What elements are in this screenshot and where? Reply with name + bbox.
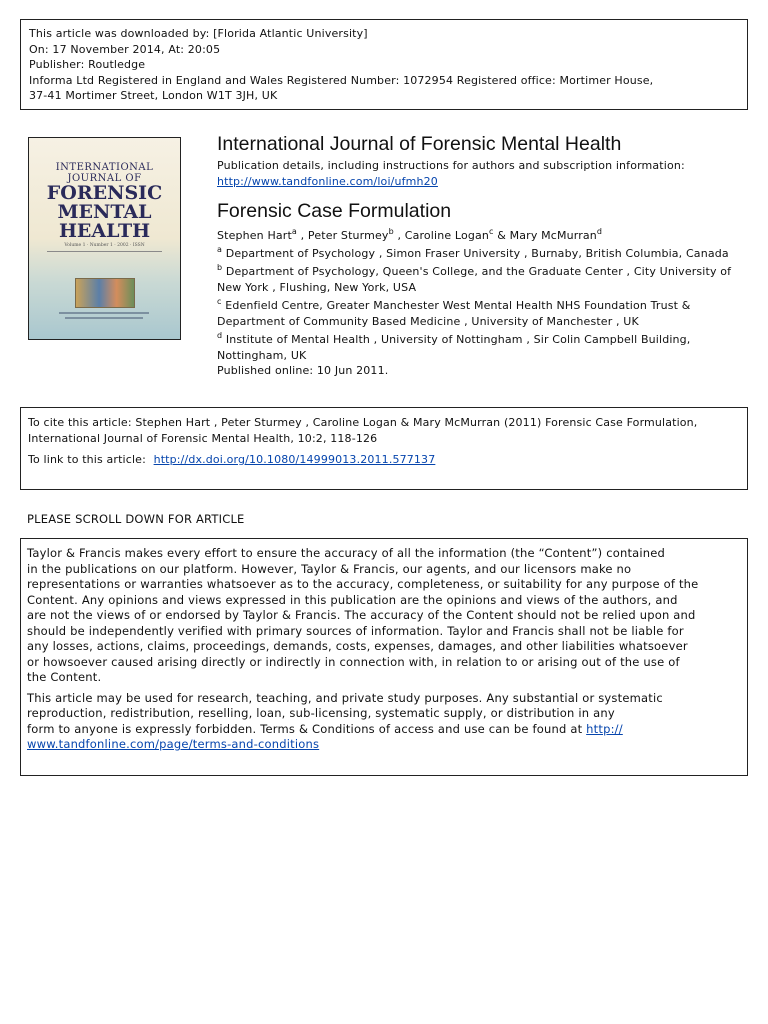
cover-word-forensic: FORENSIC [46,182,163,204]
disclaimer-paragraph-1 [27,546,741,686]
journal-cover-image [28,137,181,340]
publication-details [217,158,685,189]
disclaimer-box [20,538,748,776]
cover-word-journal-of: JOURNAL OF [67,173,142,184]
cite-line-2: International Journal of Forensic Mental Health, 10:2, 118-126 [28,431,378,445]
cover-divider [47,251,162,252]
disclaimer-line: reproduction, redistribution, reselling, loan, sub-licensing, systematic supply, or distribution in any [27,706,615,720]
journal-title: International Journal of Forensic Mental Health [217,133,622,155]
disclaimer-line: the Content. [27,670,102,684]
author-separator: , [393,229,405,242]
disclaimer-line: Taylor & Francis makes every effort to ensure the accuracy of all the information (the “Content”) contained [27,546,666,560]
citation-box [20,407,748,490]
journal-url-link[interactable]: http://www.tandfonline.com/loi/ufmh20 [217,174,438,188]
terms-text: form to anyone is expressly forbidden. Terms & Conditions of access and use can be found at [27,721,587,736]
disclaimer-line: should be independently verified with primary sources of information. Taylor and Francis shall not be liable for [27,623,684,638]
disclaimer-line: in the publications on our platform. However, Taylor & Francis, our agents, and our licensors make no [27,561,632,576]
author-sup: b [388,227,394,236]
scroll-notice: PLEASE SCROLL DOWN FOR ARTICLE [27,512,245,526]
disclaimer-line: are not the views of or endorsed by Taylor & Francis. The accuracy of the Content should not be relied upon and [27,608,696,622]
cite-line-1: To cite this article: Stephen Hart , Peter Sturmey , Caroline Logan & Mary McMurran (2011) Forensic Case Formulation, [28,416,698,429]
terms-link-part1[interactable]: http:// [586,721,623,736]
cover-caption [65,317,143,319]
disclaimer-line: This article may be used for research, teaching, and private study purposes. Any substantial or systematic [27,690,663,705]
cover-word-mental: MENTAL [57,201,152,223]
author-separator: , [296,229,308,242]
affiliation-text: Department of Psychology, Queen's College, and the Graduate Center , City University of [225,265,732,278]
author-sup: d [596,227,603,236]
affiliation-sup: b [217,263,223,272]
affiliation-b [217,264,737,280]
affiliation-text: Department of Psychology , Simon Fraser University , Burnaby, British Columbia, Canada [225,246,729,260]
disclaimer-line [27,737,741,753]
cover-word-international: INTERNATIONAL [55,162,154,173]
disclaimer-line [27,722,741,738]
publisher: Publisher: Routledge [29,58,146,71]
disclaimer-line: Content. Any opinions and views expressed in this publication are the opinions and views of the authors, and [27,592,678,607]
doi-link[interactable]: http://dx.doi.org/10.1080/14999013.2011.577137 [153,453,436,466]
affiliation-c-cont: Department of Community Based Medicine , University of Manchester , UK [217,314,639,328]
affiliation-a [217,246,737,262]
author-name: Peter Sturmey [307,229,389,242]
registered-address: 37-41 Mortimer Street, London W1T 3JH, UK [29,89,278,102]
disclaimer-line: any losses, actions, claims, proceedings, demands, costs, expenses, damages, and other liabilities whatsoever [27,639,688,653]
affiliation-b-cont: New York , Flushing, New York, USA [217,280,417,294]
doi-label: To link to this article: [28,453,150,466]
affiliation-c [217,298,737,314]
affiliation-text: Edenfield Centre, Greater Manchester West Mental Health NHS Foundation Trust & [225,299,691,312]
disclaimer-paragraph-2 [27,691,741,753]
downloaded-by: This article was downloaded by: [Florida Atlantic University] [29,27,368,40]
author-name: Stephen Hart [217,229,292,242]
affiliation-d-cont: Nottingham, UK [217,348,307,362]
affiliation-sup: c [217,297,222,306]
affiliation-sup: d [217,331,223,340]
published-online: Published online: 10 Jun 2011. [217,364,389,377]
cover-caption [59,312,149,314]
author-sup: c [489,227,494,236]
cover-volume: Volume 1 · Number 1 · 2002 · ISSN [64,243,145,248]
author-name: Mary McMurran [509,229,597,242]
publication-details-text: Publication details, including instructions for authors and subscription information: [217,159,685,172]
affiliation-d [217,332,737,348]
affiliation-text: Institute of Mental Health , University of Nottingham , Sir Colin Campbell Building, [225,333,691,346]
author-list [217,228,737,244]
download-info-box [20,19,748,110]
cover-word-health: HEALTH [58,220,151,242]
cover-artwork [75,278,135,308]
disclaimer-line: representations or warranties whatsoever as to the accuracy, completeness, or suitability for any purpose of the [27,577,699,591]
author-separator: & [493,229,510,242]
registration-info: Informa Ltd Registered in England and Wales Registered Number: 1072954 Registered office: Mortimer House, [29,73,654,87]
author-name: Caroline Logan [404,229,490,242]
authors-affiliations [217,228,737,379]
doi-line [28,452,740,468]
author-sup: a [291,227,297,236]
disclaimer-line: or howsoever caused arising directly or indirectly in connection with, in relation to or arising out of the use of [27,654,680,669]
article-title: Forensic Case Formulation [217,200,452,222]
affiliation-sup: a [217,244,223,254]
download-date: On: 17 November 2014, At: 20:05 [29,42,221,56]
terms-link-part2[interactable]: www.tandfonline.com/page/terms-and-conditions [27,737,320,751]
